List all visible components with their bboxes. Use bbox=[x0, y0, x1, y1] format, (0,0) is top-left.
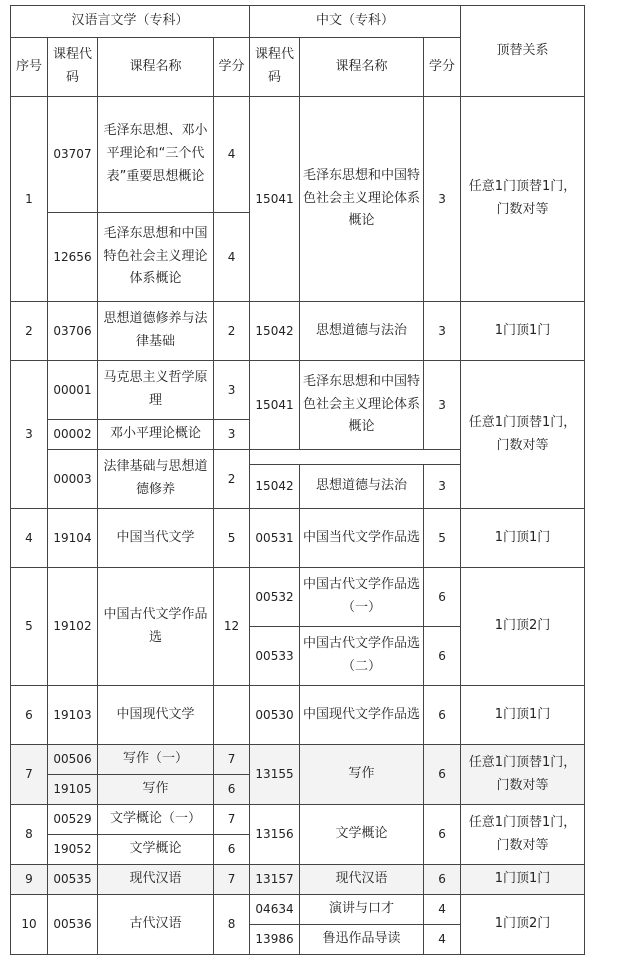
new-course-code: 15041 bbox=[250, 361, 300, 450]
old-course-code: 00535 bbox=[48, 865, 98, 895]
header-group-new: 中文（专科） bbox=[250, 6, 461, 38]
table-row bbox=[11, 97, 585, 213]
old-course-credit: 7 bbox=[214, 805, 250, 835]
old-course-credit: 2 bbox=[214, 450, 250, 509]
row-seq: 7 bbox=[11, 745, 48, 805]
old-course-code: 00002 bbox=[48, 420, 98, 450]
table-row bbox=[11, 745, 585, 775]
old-course-credit: 12 bbox=[214, 568, 250, 686]
old-course-code: 19102 bbox=[48, 568, 98, 686]
table-row bbox=[11, 895, 585, 925]
old-course-name: 现代汉语 bbox=[98, 865, 214, 895]
header-relation: 顶替关系 bbox=[461, 6, 585, 97]
new-course-code: 13156 bbox=[250, 805, 300, 865]
replacement-relation: 1门顶2门 bbox=[461, 895, 585, 955]
old-course-name: 毛泽东思想和中国特色社会主义理论体系概论 bbox=[98, 213, 214, 302]
header-new-credit: 学分 bbox=[424, 38, 461, 97]
new-course-code: 00533 bbox=[250, 627, 300, 686]
old-course-name: 中国当代文学 bbox=[98, 509, 214, 568]
old-course-code: 00506 bbox=[48, 745, 98, 775]
row-seq: 10 bbox=[11, 895, 48, 955]
header-seq: 序号 bbox=[11, 38, 48, 97]
row-seq: 9 bbox=[11, 865, 48, 895]
table-row bbox=[11, 568, 585, 627]
new-course-code: 13986 bbox=[250, 925, 300, 955]
replacement-relation: 1门顶1门 bbox=[461, 509, 585, 568]
new-course-name: 毛泽东思想和中国特色社会主义理论体系概论 bbox=[300, 361, 424, 450]
table-row bbox=[11, 805, 585, 835]
new-course-code: 13157 bbox=[250, 865, 300, 895]
old-course-code: 00001 bbox=[48, 361, 98, 420]
replacement-relation: 1门顶2门 bbox=[461, 568, 585, 686]
table-row bbox=[11, 509, 585, 568]
old-course-code: 00529 bbox=[48, 805, 98, 835]
old-course-code: 00003 bbox=[48, 450, 98, 509]
old-course-credit: 6 bbox=[214, 835, 250, 865]
row-seq: 5 bbox=[11, 568, 48, 686]
replacement-relation: 任意1门顶替1门，门数对等 bbox=[461, 805, 585, 865]
replacement-relation: 任意1门顶替1门，门数对等 bbox=[461, 361, 585, 509]
header-old-credit: 学分 bbox=[214, 38, 250, 97]
old-course-name: 邓小平理论概论 bbox=[98, 420, 214, 450]
replacement-relation: 任意1门顶替1门，门数对等 bbox=[461, 745, 585, 805]
old-course-name: 文学概论 bbox=[98, 835, 214, 865]
old-course-code: 19103 bbox=[48, 686, 98, 745]
old-course-credit: 7 bbox=[214, 745, 250, 775]
new-course-name: 中国现代文学作品选 bbox=[300, 686, 424, 745]
new-course-name: 毛泽东思想和中国特色社会主义理论体系概论 bbox=[300, 97, 424, 302]
replacement-relation: 1门顶1门 bbox=[461, 686, 585, 745]
new-course-credit: 6 bbox=[424, 627, 461, 686]
new-course-credit: 4 bbox=[424, 925, 461, 955]
new-course-name: 演讲与口才 bbox=[300, 895, 424, 925]
old-course-code: 12656 bbox=[48, 213, 98, 302]
new-course-credit: 3 bbox=[424, 361, 461, 450]
new-course-code: 00531 bbox=[250, 509, 300, 568]
old-course-credit: 3 bbox=[214, 420, 250, 450]
new-course-credit: 6 bbox=[424, 805, 461, 865]
old-course-credit: 2 bbox=[214, 302, 250, 361]
old-course-code: 19104 bbox=[48, 509, 98, 568]
old-course-code: 03707 bbox=[48, 97, 98, 213]
table-row bbox=[11, 686, 585, 745]
old-course-code: 03706 bbox=[48, 302, 98, 361]
row-seq: 2 bbox=[11, 302, 48, 361]
old-course-name: 思想道德修养与法律基础 bbox=[98, 302, 214, 361]
row-seq: 6 bbox=[11, 686, 48, 745]
new-course-name: 文学概论 bbox=[300, 805, 424, 865]
new-course-code: 15041 bbox=[250, 97, 300, 302]
old-course-name: 马克思主义哲学原理 bbox=[98, 361, 214, 420]
table-row bbox=[11, 361, 585, 420]
new-course-credit: 6 bbox=[424, 568, 461, 627]
old-course-name: 写作 bbox=[98, 775, 214, 805]
new-course-credit: 3 bbox=[424, 465, 461, 509]
old-course-credit: 4 bbox=[214, 213, 250, 302]
old-course-credit: 4 bbox=[214, 97, 250, 213]
old-course-name: 文学概论（一） bbox=[98, 805, 214, 835]
new-course-name: 中国古代文学作品选（一） bbox=[300, 568, 424, 627]
row-seq: 8 bbox=[11, 805, 48, 865]
new-course-credit: 6 bbox=[424, 865, 461, 895]
old-course-name: 法律基础与思想道德修养 bbox=[98, 450, 214, 509]
old-course-credit: 7 bbox=[214, 865, 250, 895]
old-course-code: 00536 bbox=[48, 895, 98, 955]
new-course-code: 15042 bbox=[250, 465, 300, 509]
table-row bbox=[11, 302, 585, 361]
replacement-relation: 1门顶1门 bbox=[461, 302, 585, 361]
course-replacement-table bbox=[10, 5, 585, 955]
new-course-code: 00530 bbox=[250, 686, 300, 745]
new-course-code: 00532 bbox=[250, 568, 300, 627]
new-course-credit: 6 bbox=[424, 745, 461, 805]
replacement-relation: 任意1门顶替1门，门数对等 bbox=[461, 97, 585, 302]
new-course-credit: 6 bbox=[424, 686, 461, 745]
old-course-code: 19052 bbox=[48, 835, 98, 865]
new-course-credit: 5 bbox=[424, 509, 461, 568]
old-course-name: 毛泽东思想、邓小平理论和“三个代表”重要思想概论 bbox=[98, 97, 214, 213]
table-row bbox=[11, 865, 585, 895]
new-course-name: 鲁迅作品导读 bbox=[300, 925, 424, 955]
new-course-credit: 3 bbox=[424, 97, 461, 302]
new-course-name: 思想道德与法治 bbox=[300, 302, 424, 361]
old-course-credit: 6 bbox=[214, 775, 250, 805]
old-course-name: 古代汉语 bbox=[98, 895, 214, 955]
old-course-name: 中国现代文学 bbox=[98, 686, 214, 745]
old-course-name: 写作（一） bbox=[98, 745, 214, 775]
old-course-credit: 8 bbox=[214, 895, 250, 955]
header-group-old: 汉语言文学（专科） bbox=[11, 6, 250, 38]
new-course-credit: 4 bbox=[424, 895, 461, 925]
row-seq: 4 bbox=[11, 509, 48, 568]
new-course-name: 中国古代文学作品选（二） bbox=[300, 627, 424, 686]
old-course-credit bbox=[214, 686, 250, 745]
new-course-name: 写作 bbox=[300, 745, 424, 805]
new-course-code: 15042 bbox=[250, 302, 300, 361]
header-new-name: 课程名称 bbox=[300, 38, 424, 97]
header-new-code: 课程代码 bbox=[250, 38, 300, 97]
header-old-code: 课程代码 bbox=[48, 38, 98, 97]
new-course-credit: 3 bbox=[424, 302, 461, 361]
new-course-name: 思想道德与法治 bbox=[300, 465, 424, 509]
replacement-relation: 1门顶1门 bbox=[461, 865, 585, 895]
new-course-code: 04634 bbox=[250, 895, 300, 925]
new-course-code: 13155 bbox=[250, 745, 300, 805]
row-seq: 3 bbox=[11, 361, 48, 509]
row-seq: 1 bbox=[11, 97, 48, 302]
new-course-name: 现代汉语 bbox=[300, 865, 424, 895]
old-course-code: 19105 bbox=[48, 775, 98, 805]
old-course-credit: 3 bbox=[214, 361, 250, 420]
old-course-name: 中国古代文学作品选 bbox=[98, 568, 214, 686]
old-course-credit: 5 bbox=[214, 509, 250, 568]
new-course-name: 中国当代文学作品选 bbox=[300, 509, 424, 568]
header-old-name: 课程名称 bbox=[98, 38, 214, 97]
